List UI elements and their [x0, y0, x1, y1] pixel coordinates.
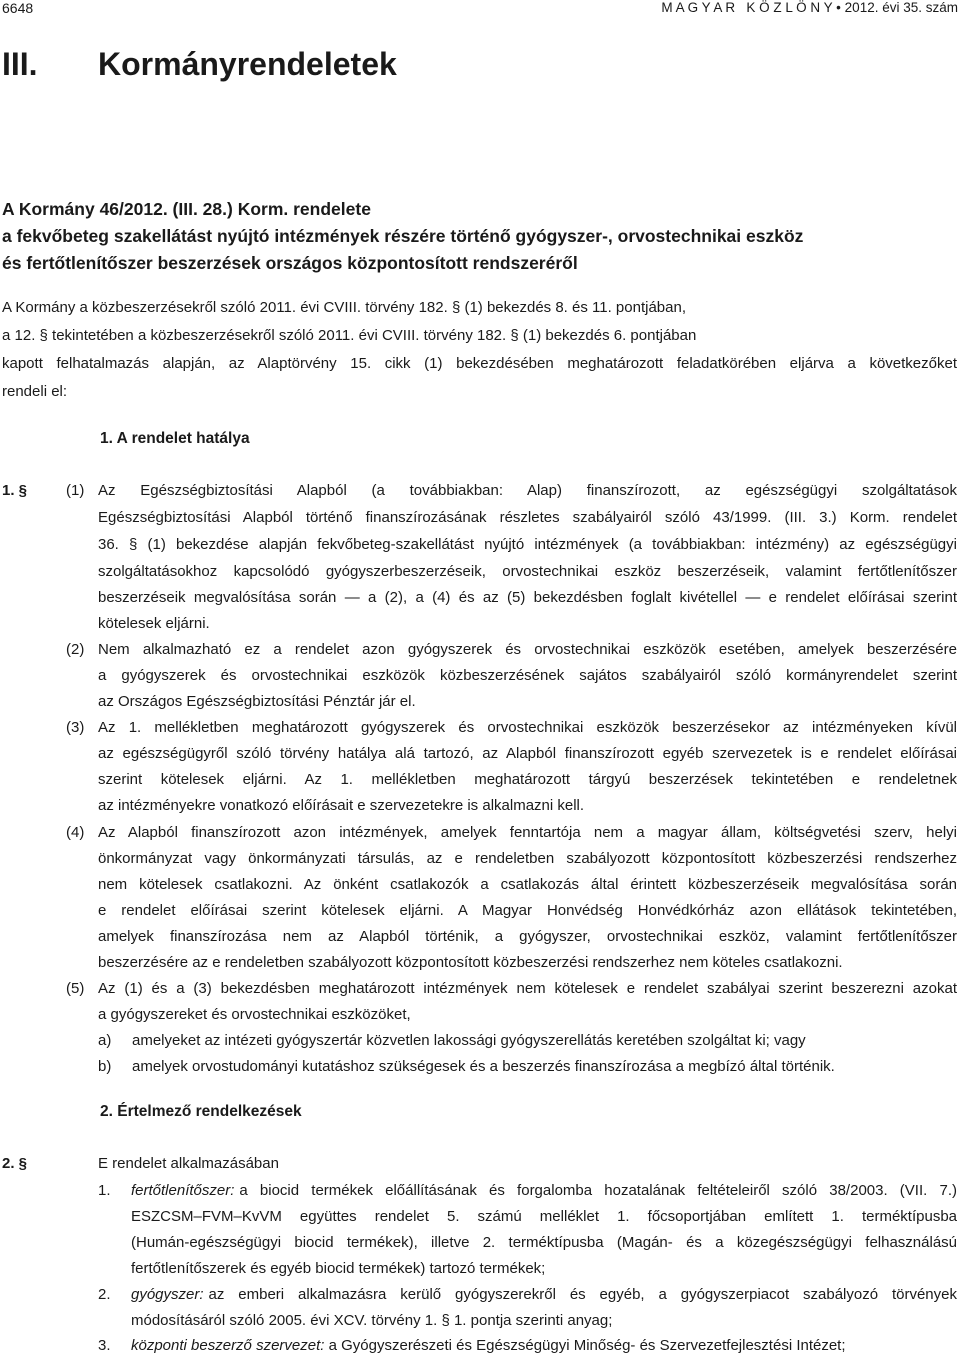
text-line: Az Egészségbiztosítási Alapból (a továbbiakban: Alap) finanszírozott, az egészségügyi szolgáltatások	[98, 482, 957, 499]
text-line: az intézményekre vonatkozó előírásait e szervezetekre is alkalmazni kell.	[98, 797, 585, 814]
page-number: 6648	[2, 0, 34, 16]
subsection-label: (5)	[66, 980, 85, 997]
issue-label: 2012. évi 35. szám	[844, 0, 958, 15]
text-line: módosításáról szóló 2005. évi XCV. törvény 1. § 1. pontja szerinti anyag;	[131, 1312, 613, 1329]
text-line: az Országos Egészségbiztosítási Pénztár jár el.	[98, 693, 416, 710]
subsection-label: (4)	[66, 824, 85, 841]
text-line: kötelesek eljárni.	[98, 615, 210, 632]
preamble-line: a 12. § tekintetében a közbeszerzésekről szóló 2011. évi CVIII. törvény 182. § (1) bekezdés 6. pontjában	[2, 327, 697, 344]
definition-line	[131, 1337, 846, 1354]
definition-line	[131, 1182, 957, 1199]
text-line: a gyógyszereket és orvostechnikai eszközöket,	[98, 1006, 411, 1023]
text-line: Az 1. mellékletben meghatározott gyógyszerek és orvostechnikai eszközök beszerzésekor az intézményeken kívül	[98, 719, 957, 736]
publication-name: M A G Y A R K Ö Z L Ö N Y	[661, 0, 833, 15]
text-line: E rendelet alkalmazásában	[98, 1155, 279, 1172]
section-title: 2. Értelmező rendelkezések	[100, 1103, 302, 1120]
definition-text: a biocid termékek előállításának és forgalomba hozatalának feltételeiről szóló 38/2003. (VII. 7.)	[239, 1182, 957, 1199]
defined-term: gyógyszer:	[131, 1286, 204, 1303]
running-header	[661, 0, 958, 15]
text-line: az egészségügyről szóló törvény hatálya alá tartozó, az Alapból finanszírozott egyéb szervezetek is e rendelet előírásai	[98, 745, 957, 762]
list-label: 2.	[98, 1286, 111, 1303]
section-title: 1. A rendelet hatálya	[100, 430, 250, 447]
text-line: Nem alkalmazható ez a rendelet azon gyógyszerek és orvostechnikai eszközök esetében, amelyek beszerzésére	[98, 641, 957, 658]
text-line: beszerzéseik megvalósítása során — a (2), a (4) és az (5) bekezdésben foglalt kivétellel — e rendelet előírásai szerint	[98, 589, 957, 606]
decree-title-line: a fekvőbeteg szakellátást nyújtó intézmények részére történő gyógyszer-, orvostechnikai eszköz	[2, 226, 804, 246]
decree-title-line: A Kormány 46/2012. (III. 28.) Korm. rendelete	[2, 199, 371, 219]
defined-term: központi beszerző szervezet:	[131, 1337, 325, 1354]
paragraph-number: 1. §	[2, 482, 28, 499]
chapter-numeral: III.	[2, 46, 38, 82]
text-line: 36. § (1) bekezdése alapján fekvőbeteg-szakellátást nyújtó intézmények (a továbbiakban: intézmény) az egészségügyi	[98, 536, 957, 553]
text-line: önkormányzat vagy önkormányzati társulás, az e rendeletben szabályozott központosított közbeszerzési rendszerhez	[98, 850, 957, 867]
text-line: szerint kötelesek eljárni. Az 1. mellékletben meghatározott tárgyú beszerzések tekintetében e rendeletnek	[98, 771, 957, 788]
text-line: fertőtlenítőszerek és egyéb biocid termékek) tartozó termékek;	[131, 1260, 546, 1277]
list-item-text: amelyeket az intézeti gyógyszertár közvetlen lakossági gyógyszerellátás keretében szolgáltat ki; vagy	[132, 1032, 806, 1049]
text-line: Az (1) és a (3) bekezdésben meghatározott intézmények nem kötelesek e rendelet szabályai szerint beszerezni azokat	[98, 980, 957, 997]
text-line: Az Alapból finanszírozott azon intézmények, amelyek fenntartója nem a magyar állam, költségvetési szerv, helyi	[98, 824, 957, 841]
text-line: Egészségbiztosítási Alapból történő finanszírozásának részletes szabályairól szóló 43/1999. (III. 3.) Korm. rendelet	[98, 509, 957, 526]
definition-text: az emberi alkalmazásra kerülő gyógyszerekről és egyéb, a gyógyszerpiacot szabályozó törvények	[208, 1286, 957, 1303]
text-line: beszerzésére az e rendeletben szabályozott központosított közbeszerzési rendszerhez nem köteles csatlakozni.	[98, 954, 843, 971]
list-item-text: amelyek orvostudományi kutatáshoz szükségesek és a beszerzés finanszírozása a megbízó által történik.	[132, 1058, 835, 1075]
text-line: szolgáltatásokhoz kapcsolódó gyógyszerbeszerzéseik, orvostechnikai eszköz beszerzéseik, valamint fertőtlenítőszer	[98, 563, 957, 580]
list-label: a)	[98, 1032, 112, 1049]
preamble-line: rendeli el:	[2, 383, 68, 400]
preamble-line: kapott felhatalmazás alapján, az Alaptörvény 15. cikk (1) bekezdésében meghatározott feladatkörében eljárva a következőket	[2, 355, 957, 372]
text-line: (Humán-egészségügyi biocid termékek), illetve 2. terméktípusba (Magán- és a közegészségügyi felhasználású	[131, 1234, 957, 1251]
subsection-label: (3)	[66, 719, 85, 736]
definition-text: a Gyógyszerészeti és Egészségügyi Minőség- és Szervezetfejlesztési Intézet;	[328, 1337, 846, 1354]
list-label: 1.	[98, 1182, 111, 1199]
chapter-title: Kormányrendeletek	[98, 46, 397, 82]
subsection-label: (2)	[66, 641, 85, 658]
preamble-line: A Kormány a közbeszerzésekről szóló 2011. évi CVIII. törvény 182. § (1) bekezdés 8. és 11. pontjában,	[2, 299, 686, 316]
list-label: 3.	[98, 1337, 111, 1354]
text-line: ESZCSM–FVM–KvVM együttes rendelet 5. számú melléklet 1. főcsoportjában említett 1. terméktípusba	[131, 1208, 957, 1225]
text-line: nem kötelesek csatlakozni. Az önként csatlakozók a csatlakozás által érintett közbeszerzéseik megvalósítása során	[98, 876, 957, 893]
bullet-separator: •	[836, 0, 841, 15]
defined-term: fertőtlenítőszer:	[131, 1182, 235, 1199]
paragraph-number: 2. §	[2, 1155, 28, 1172]
definition-line	[131, 1286, 957, 1303]
text-line: e rendelet előírásai szerint kötelesek eljárni. A Magyar Honvédség Honvédkórház azon ellátások tekintetében,	[98, 902, 957, 919]
text-line: amelyek finanszírozása nem az Alapból történik, a gyógyszer, orvostechnikai eszköz, valamint fertőtlenítőszer	[98, 928, 957, 945]
text-line: a gyógyszerek és orvostechnikai eszközök közbeszerzésének sajátos szabályairól szóló kormányrendelet szerint	[98, 667, 957, 684]
decree-title-line: és fertőtlenítőszer beszerzések országos központosított rendszeréről	[2, 253, 578, 273]
subsection-label: (1)	[66, 482, 85, 499]
list-label: b)	[98, 1058, 112, 1075]
